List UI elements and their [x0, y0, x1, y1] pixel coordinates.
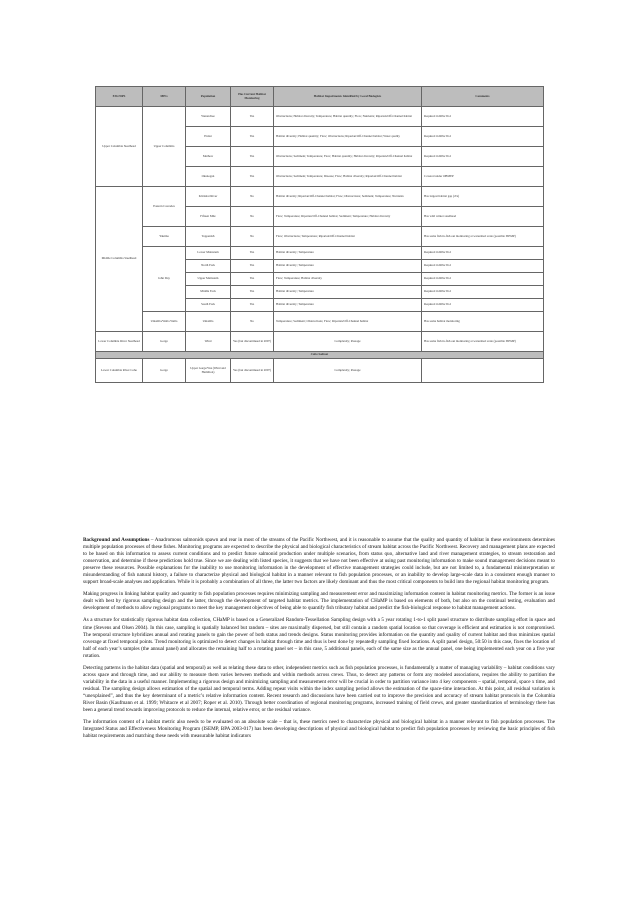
comments-cell: Required in RPA 56.2	[422, 273, 544, 286]
population-cell: South Fork	[186, 299, 231, 312]
population-cell: Upper Mainstem	[186, 273, 231, 286]
population-cell: Lower Mainstem	[186, 247, 231, 260]
impairments-cell: Flow; Temperature; Habitat diversity	[274, 273, 422, 286]
monitoring-cell: Yes (but discontinued in 2007)	[231, 359, 274, 383]
esu-cell: Lower Columbia River Coho	[96, 359, 143, 383]
monitoring-cell: Yes	[231, 273, 274, 286]
population-cell: Middle Fork	[186, 286, 231, 299]
impairments-cell: Complexity; Passage	[274, 359, 422, 383]
impairments-cell: Habitat diversity; Temperature	[274, 286, 422, 299]
mpg-cell: John Day	[143, 247, 186, 312]
impairments-cell: Flow; Obstructions; Temperature; Riparian/Off-Channel habitat	[274, 227, 422, 247]
esu-cell: Middle Columbia Steelhead	[96, 187, 143, 332]
table-row	[96, 312, 544, 332]
population-cell: Methow	[186, 147, 231, 167]
paragraph-information: The information content of a habitat metric also needs to be evaluated on an absolute scale – that is, these metrics need to characterize physical and biological habitat in a manner relevant to fish population processes. The Integrated Status and Effectiveness Monitoring Program (ISEMP, BPA 2003-017) has been developing descriptions of physical and biological habitat to predict fish population processes by reviewing the basic principles of fish habitat requirements and matching these needs with measurable habitat indicators	[83, 719, 555, 740]
monitoring-cell: Yes	[231, 260, 274, 273]
comments-cell: Has some fish in-fish out monitoring at watershed scale (possible ISEMP)	[422, 332, 544, 352]
habitat-monitoring-table	[95, 86, 544, 383]
header-esu-dps: ESU/DPS	[96, 87, 143, 107]
monitoring-cell: No	[231, 207, 274, 227]
table-row	[96, 332, 544, 352]
population-cell: North Fork	[186, 260, 231, 273]
comments-cell: Required in RPA 56.2	[422, 299, 544, 312]
impairments-cell: Habitat diversity; Temperature	[274, 247, 422, 260]
paragraph-text: – Anadromous salmonids spawn and rear in most of the streams of the Pacific Northwest, and it is reasonable to assume that the quality and quantity of habitat in these environments determines multiple population processes of these fishes. Monitoring programs are expected to describe the physical and biological characteristics of stream habitat across the Pacific Northwest. Recovery and management plans are expected to be based on this information to assess current conditions and to predict future salmonid production under multiple scenarios, from status quo, alternative land and river management strategies, to stream restoration and conservation, and determine if these predictions hold true. Since we are dealing with listed species, it suggests that we have not been effective at using past monitoring information to make sound management decisions meant to preserve these resources. Possible explanations for the inability to use monitoring information in the development of effective management strategies could include, but are not limited to, a fundamental misinterpretation or misunderstanding of fish natural history, a failure to characterize physical and biological habitat in a manner relevant to fish population processes, or an inability to develop large-scale data in a consistent enough manner to support broad-scale analyses and application. While it is probably a combination of all three, the latter two factors are likely dominant and thus the most critical components to build into the regional habitat monitoring program.	[83, 537, 555, 586]
comments-cell: Has wild winter steelhead	[422, 207, 544, 227]
table-row	[96, 107, 544, 127]
monitoring-cell: Yes (but discontinued in 2007)	[231, 332, 274, 352]
monitoring-cell: No	[231, 312, 274, 332]
mpg-cell: Eastern Cascades	[143, 187, 186, 227]
paragraph-variability: Detecting patterns in the habitat data (spatial and temporal) as well as relating these data to other, independent metrics such as fish population processes, is fundamentally a matter of managing variability – habitat conditions vary across space and through time, and our ability to measure them varies between methods and within methods across crews. Thus, to detect any patterns or form any modeled associations, requires the ability to partition the variability in the data in a useful manner. Implementing a rigorous design and minimizing sampling and measurement error will be crucial in order to partition variance into 4 key components – spatial, temporal, space x time, and residual. The sampling design allows estimation of the spatial and temporal terms. Adding repeat visits within the index sampling period allows the estimation of the space-time interaction. At this point, all residual variation is “unexplained”, and thus the key determinant of a metric’s relative information content. Recent research and discussions have been carried out to improve the precision and accuracy of stream habitat protocols in the Columbia River Basin (Kaufmann et al. 1999; Whitacre et al 2007; Roper et al. 2010). Through better coordination of regional monitoring programs, increased training of field crews, and greater standardization of terminology there has been a general trend towards improving protocols to reduce the internal, relative error, or the residual variance.	[83, 664, 555, 714]
impairments-cell: Temperature; Sediment; Obstructions; Flow; Riparian/Off-Channel habitat	[274, 312, 422, 332]
header-monitoring: Has Current Habitat Monitoring	[231, 87, 274, 107]
header-comments: Comments	[422, 87, 544, 107]
comments-cell: Has largest habitat gap (4%)	[422, 187, 544, 207]
population-cell: Wind	[186, 332, 231, 352]
population-cell: Umatilla	[186, 312, 231, 332]
population-cell: Fifteen Mile	[186, 207, 231, 227]
impairments-cell: Obstructions; Sediment; Temperature; Disease; Flow; Habitat diversity; Riparian/Off-Channel habitat	[274, 167, 422, 187]
comments-cell: Has some fish in-fish out monitoring at watershed scale (possible ISEMP)	[422, 227, 544, 247]
impairments-cell: Obstructions; Sediment; Temperature; Flow; Habitat quantity; Habitat diversity; Riparian/Off-Channel habitat	[274, 147, 422, 167]
impairments-cell: Obstructions; Habitat diversity; Temperature; Habitat quantity; Flow; Nutrients; Riparian/Off-Channel habitat	[274, 107, 422, 127]
population-cell: Upper Gorge/WA (Wind and Hamilton)	[186, 359, 231, 383]
impairments-cell: Habitat diversity; Riparian/Off-Channel habitat; Flow; Obstructions; Sediment; Temperature; Nutrients	[274, 187, 422, 207]
monitoring-cell: No	[231, 227, 274, 247]
population-cell: Toppenish	[186, 227, 231, 247]
header-population: Population	[186, 87, 231, 107]
comments-cell: Required in RPA 56.2	[422, 107, 544, 127]
mpg-cell: Umatilla/Walla Walla	[143, 312, 186, 332]
monitoring-cell: Yes	[231, 167, 274, 187]
mpg-cell: Yakima	[143, 227, 186, 247]
table-row	[96, 359, 544, 383]
comments-cell: Required in RPA 56.2	[422, 247, 544, 260]
table-row	[96, 247, 544, 260]
monitoring-cell: Yes	[231, 127, 274, 147]
monitoring-cell: Yes	[231, 286, 274, 299]
comments-cell: Required in RPA 56.2	[422, 147, 544, 167]
coho-band-label: Coho Salmon	[96, 352, 544, 359]
paragraph-structure: As a structure for statistically rigorous habitat data collection, CHaMP is based on a Generalized Random-Tessellation Sampling design with a 5 year rotating 1-to-1 split panel structure to distribute sampling effort in space and time (Stevens and Olsen 2004). In this case, sampling is spatially balanced but random – sites are maximally dispersed, but still contain a random spatial location so that coverage is efficient and estimation is not compromised. The temporal structure hybridizes annual and rotating panels to gain the power of both status and trends designs. Status monitoring provides information on the quantity and quality of current habitat and thus minimizes spatial coverage at fixed temporal points. Trend monitoring is optimized to detect changes in habitat through time and thus is best done by repeatedly sampling fixed locations. A split panel design, 50:50 in this case, fixes the location of half of each year’s samples (the annual panel) and allocates the remaining half to a rotating panel set – in this case, 5 additional panels, each of the same size as the annual panel, one being implemented each year on a five year rotation.	[83, 617, 555, 659]
table-row	[96, 227, 544, 247]
mpg-cell: Gorge	[143, 332, 186, 352]
paragraph-progress: Making progress in linking habitat quality and quantity to fish population processes requires minimizing sampling and measurement error and maximizing information content in habitat monitoring metrics. The former is an issue dealt with best by rigorous sampling design and the latter, through the development of targeted habitat metrics. The implementation of CHaMP is based on elements of both, but also on the continual testing, evaluation and development of methods to allow regional programs to meet the key management objectives of being able to quantify fish tributary habitat and predict the fish-biological response to habitat management actions.	[83, 591, 555, 612]
monitoring-cell: Yes	[231, 147, 274, 167]
coho-band-row	[96, 352, 544, 359]
monitoring-cell: No	[231, 187, 274, 207]
monitoring-cell: Yes	[231, 247, 274, 260]
comments-cell	[422, 359, 544, 383]
impairments-cell: Flow; Temperature; Riparian/Off-Channel habitat; Sediment; Temperature; Habitat diversity	[274, 207, 422, 227]
population-cell: Klickitat River	[186, 187, 231, 207]
header-impairments: Habitat Impairments Identified by Local Biologists	[274, 87, 422, 107]
header-mpg: MPG	[143, 87, 186, 107]
population-cell: Entiat	[186, 127, 231, 147]
comments-cell: Covered under OBMEP	[422, 167, 544, 187]
comments-cell: Required in RPA 56.2	[422, 286, 544, 299]
comments-cell: Has some habitat monitoring	[422, 312, 544, 332]
table-row	[96, 187, 544, 207]
mpg-cell: Upper Columbia	[143, 107, 186, 187]
background-heading: Background and Assumptions	[83, 537, 150, 543]
impairments-cell: Complexity; Passage	[274, 332, 422, 352]
monitoring-cell: Yes	[231, 299, 274, 312]
paragraph-background	[83, 537, 555, 586]
esu-cell: Lower Columbia River Steelhead	[96, 332, 143, 352]
esu-cell: Upper Columbia Steelhead	[96, 107, 143, 187]
population-cell: Wenatchee	[186, 107, 231, 127]
population-cell: Okanogan	[186, 167, 231, 187]
body-text	[83, 537, 555, 745]
comments-cell: Required in RPA 56.2	[422, 260, 544, 273]
habitat-table-figure	[95, 86, 543, 383]
impairments-cell: Habitat diversity; Temperature	[274, 299, 422, 312]
table-header-row	[96, 87, 544, 107]
mpg-cell: Gorge	[143, 359, 186, 383]
monitoring-cell: Yes	[231, 107, 274, 127]
impairments-cell: Habitat diversity; Habitat quantity; Flow; Obstructions; Riparian/Off-Channel habitat; Water quality	[274, 127, 422, 147]
impairments-cell: Habitat diversity; Temperature	[274, 260, 422, 273]
comments-cell: Required in RPA 56.2	[422, 127, 544, 147]
